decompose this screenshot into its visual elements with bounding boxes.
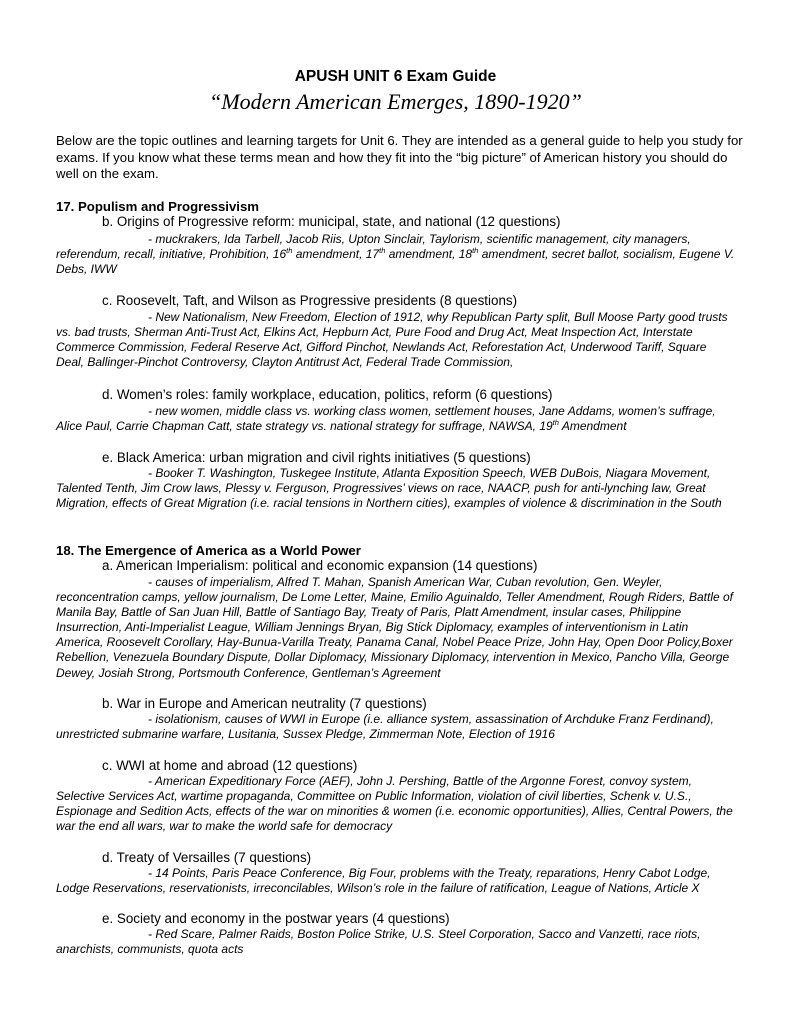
- topic-terms: - American Expeditionary Force (AEF), John J. Pershing, Battle of the Argonne Forest, convoy system, Selective Services Act, wartime propaganda, Committee on Public Information, violation of civil liberties, Schenk v. U.S., Espionage and Sedition Acts, effects of the war on minorities & women (i.e. economic opportunities), Allies, Central Powers, the war the end all wars, war to make the world safe for democracy: [56, 774, 733, 834]
- section-heading: 18. The Emergence of America as a World Power: [56, 543, 361, 558]
- topic-terms: - 14 Points, Paris Peace Conference, Big Four, problems with the Treaty, reparations, Henry Cabot Lodge, Lodge Reservations, reservationists, irreconcilables, Wilson’s role in the failure of ratification, League of Nations, Article X: [56, 866, 711, 896]
- topic-terms: - Booker T. Washington, Tuskegee Institute, Atlanta Exposition Speech, WEB DuBois, Niagara Movement, Talented Tenth, Jim Crow laws, Plessy v. Ferguson, Progressives’ views on race, NAACP, push for anti-lynching law, Great Migration, effects of Great Migration (i.e. racial tensions in Northern cities), examples of violence & discrimination in the South: [56, 466, 722, 511]
- topic-terms: - muckrakers, Ida Tarbell, Jacob Riis, Upton Sinclair, Taylorism, scientific management, city managers, referendum, recall, initiative, Prohibition, 16th amendment, 17th amendment, 18th amendment, secret ballot, socialism, Eugene V. Debs, IWW: [56, 232, 735, 277]
- topic-terms: - Red Scare, Palmer Raids, Boston Police Strike, U.S. Steel Corporation, Sacco and Vanzetti, race riots, anarchists, communists, quota acts: [56, 927, 701, 957]
- topic-label: b. War in Europe and American neutrality (7 questions): [102, 696, 427, 711]
- topic-terms: - isolationism, causes of WWI in Europe (i.e. alliance system, assassination of Archduke Franz Ferdinand), unrestricted submarine warfare, Lusitania, Sussex Pledge, Zimmerman Note, Election of 1916: [56, 712, 714, 742]
- topic-label: b. Origins of Progressive reform: municipal, state, and national (12 questions): [102, 214, 561, 229]
- intro-paragraph: Below are the topic outlines and learning targets for Unit 6. They are intended as a general guide to help you study for exams. If you know what these terms mean and how they fit into the “big picture” of American history you should do well on the exam.: [56, 133, 743, 181]
- topic-label: a. American Imperialism: political and economic expansion (14 questions): [102, 558, 538, 573]
- topic-label: c. Roosevelt, Taft, and Wilson as Progressive presidents (8 questions): [102, 293, 518, 308]
- topic-label: d. Women’s roles: family workplace, education, politics, reform (6 questions): [102, 387, 553, 402]
- section-heading: 17. Populism and Progressivism: [56, 199, 260, 214]
- topic-label: e. Black America: urban migration and civil rights initiatives (5 questions): [102, 450, 531, 465]
- page-title: APUSH UNIT 6 Exam Guide: [294, 68, 497, 85]
- topic-terms: - new women, middle class vs. working class women, settlement houses, Jane Addams, women’s suffrage, Alice Paul, Carrie Chapman Catt, state strategy vs. national strategy for suffrage, NAWSA, 19th Amendment: [56, 404, 716, 434]
- topic-terms: - causes of imperialism, Alfred T. Mahan, Spanish American War, Cuban revolution, Gen. Weyler, reconcentration camps, yellow journalism, De Lome Letter, Maine, Emilio Aguinaldo, Teller Amendment, Rough Riders, Battle of Manila Bay, Battle of San Juan Hill, Battle of Santiago Bay, Treaty of Paris, Platt Amendment, insular cases, Philippine Insurrection, Anti-Imperialist League, William Jennings Bryan, Big Stick Diplomacy, examples of interventionism in Latin America, Roosevelt Corollary, Hay-Bunua-Varilla Treaty, Panama Canal, Nobel Peace Prize, John Hay, Open Door Policy,Boxer Rebellion, Venezuela Boundary Dispute, Dollar Diplomacy, Missionary Diplomacy, intervention in Mexico, Pancho Villa, George Dewey, Josiah Strong, Portsmouth Conference, Gentleman’s Agreement: [56, 575, 733, 680]
- topic-terms: - New Nationalism, New Freedom, Election of 1912, why Republican Party split, Bull Moose Party good trusts vs. bad trusts, Sherman Anti-Trust Act, Elkins Act, Hepburn Act, Pure Food and Drug Act, Meat Inspection Act, Interstate Commerce Commission, Federal Reserve Act, Gifford Pinchot, Newlands Act, Reforestation Act, Underwood Tariff, Square Deal, Ballinger-Pinchot Controversy, Clayton Antitrust Act, Federal Trade Commission,: [56, 310, 728, 370]
- topic-label: d. Treaty of Versailles (7 questions): [102, 850, 312, 865]
- topic-label: e. Society and economy in the postwar years (4 questions): [102, 911, 450, 926]
- topic-label: c. WWI at home and abroad (12 questions): [102, 758, 358, 773]
- page-subtitle: “Modern American Emerges, 1890-1920”: [209, 89, 582, 114]
